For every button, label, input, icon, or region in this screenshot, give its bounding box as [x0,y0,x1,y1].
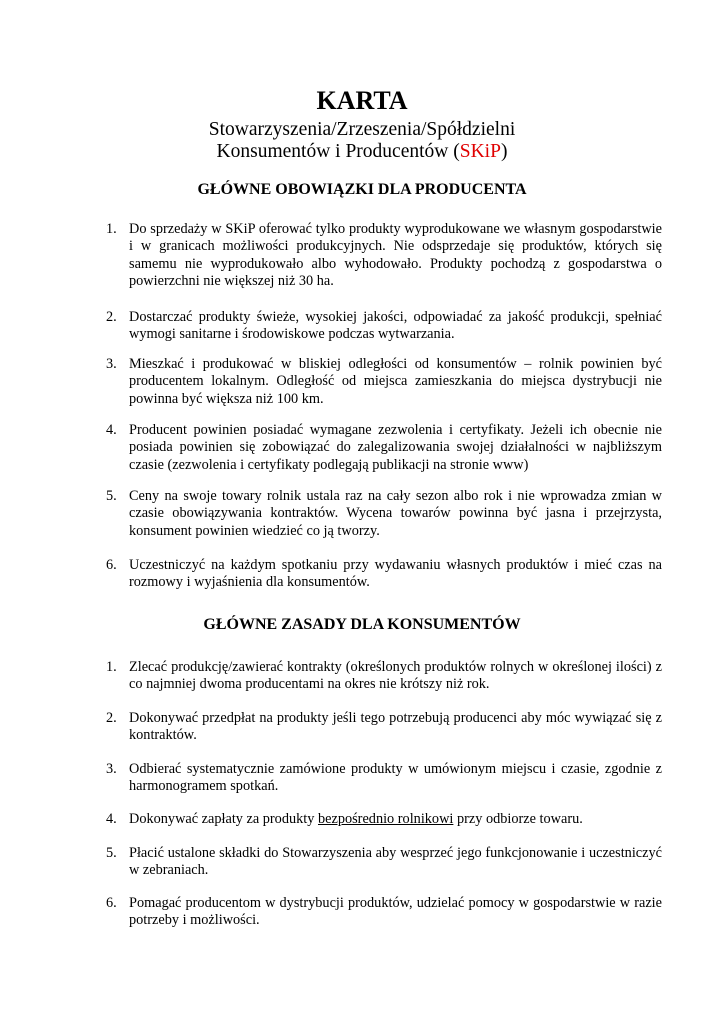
item-text: Ceny na swoje towary rolnik ustala raz na cały sezon albo rok i nie wprowadza zmian w czasie obowiązywania kontraktów. Wycena towarów powinna być jasna i przejrzysta, konsument powinien wiedzieć co ją tworzy. [129,488,662,539]
item-number: 3. [106,356,117,372]
item-text: Pomagać producentom w dystrybucji produktów, udzielać pomocy w gospodarstwie w razie potrzeby i możliwości. [129,895,662,929]
list-item [106,761,662,796]
underlined-phrase: bezpośrednio rolnikowi [317,811,454,827]
list-item [106,221,662,290]
item-text: Dostarczać produkty świeże, wysokiej jakości, odpowiadać za jakość produkcji, spełniać wymogi sanitarne i środowiskowe podczas wytwarzania. [129,309,662,343]
list-item [106,557,662,592]
item-number: 4. [106,422,117,438]
item-number: 6. [106,557,117,573]
list-item [106,659,662,694]
item-number: 3. [106,761,117,777]
list-item [106,845,662,880]
item-text: Zlecać produkcję/zawierać kontrakty (określonych produktów rolnych w określonej ilości) z co najmniej dwoma producentami na okres nie krótszy niż rok. [129,659,662,693]
list-item [106,710,662,745]
list-item [106,488,662,540]
item-number: 5. [106,488,117,504]
item-text-before: Dokonywać zapłaty za produkty [129,811,318,827]
skip-acronym: SKiP [459,141,501,162]
list-item [106,356,662,408]
item-number: 2. [106,309,117,325]
subtitle-suffix: ) [500,141,508,162]
document-title: KARTA [316,86,408,115]
document-subtitle-line1: Stowarzyszenia/Zrzeszenia/Spółdzielni [208,119,516,140]
list-item [106,422,662,474]
item-text-after: przy odbiorze towaru. [453,811,583,827]
list-item [106,895,662,930]
item-number: 4. [106,811,117,827]
item-number: 2. [106,710,117,726]
item-text: Płacić ustalone składki do Stowarzyszenia aby wesprzeć jego funkcjonowanie i uczestniczyć w zebraniach. [129,845,662,879]
item-number: 1. [106,221,117,237]
item-text: Dokonywać przedpłat na produkty jeśli tego potrzebują producenci aby móc wywiązać się z kontraktów. [129,710,662,744]
item-number: 5. [106,845,117,861]
list-item [106,811,662,828]
item-text: Odbierać systematycznie zamówione produkty w umówionym miejscu i czasie, zgodnie z harmonogramem spotkań. [129,761,662,795]
item-text: Do sprzedaży w SKiP oferować tylko produkty wyprodukowane we własnym gospodarstwie i w granicach możliwości produkcyjnych. Nie odsprzedaje się produktów, których się samemu nie wyprodukowało albo wyhodowało. Produkty pochodzą z gospodarstwa o powierzchni nie większej niż 30 ha. [129,221,662,289]
item-number: 6. [106,895,117,911]
item-number: 1. [106,659,117,675]
subtitle-prefix: Konsumentów i Producentów ( [216,141,460,162]
producer-section-heading: GŁÓWNE OBOWIĄZKI DLA PRODUCENTA [197,181,527,198]
list-item [106,309,662,344]
consumer-section-heading: GŁÓWNE ZASADY DLA KONSUMENTÓW [203,616,521,633]
item-text: Mieszkać i produkować w bliskiej odległości od konsumentów – rolnik powinien być producentem lokalnym. Odległość od miejsca zamieszkania do miejsca dystrybucji nie powinna być większa niż 100 km. [129,356,662,407]
item-text: Producent powinien posiadać wymagane zezwolenia i certyfikaty. Jeżeli ich obecnie nie posiada powinien się zobowiązać do zalegalizowania swojej działalności w najbliższym czasie (zezwolenia i certyfikaty podlegają publikacji na stronie www) [129,422,662,473]
document-subtitle-line2 [0,141,724,163]
item-text: Uczestniczyć na każdym spotkaniu przy wydawaniu własnych produktów i mieć czas na rozmowy i wyjaśnienia dla konsumentów. [129,557,662,591]
